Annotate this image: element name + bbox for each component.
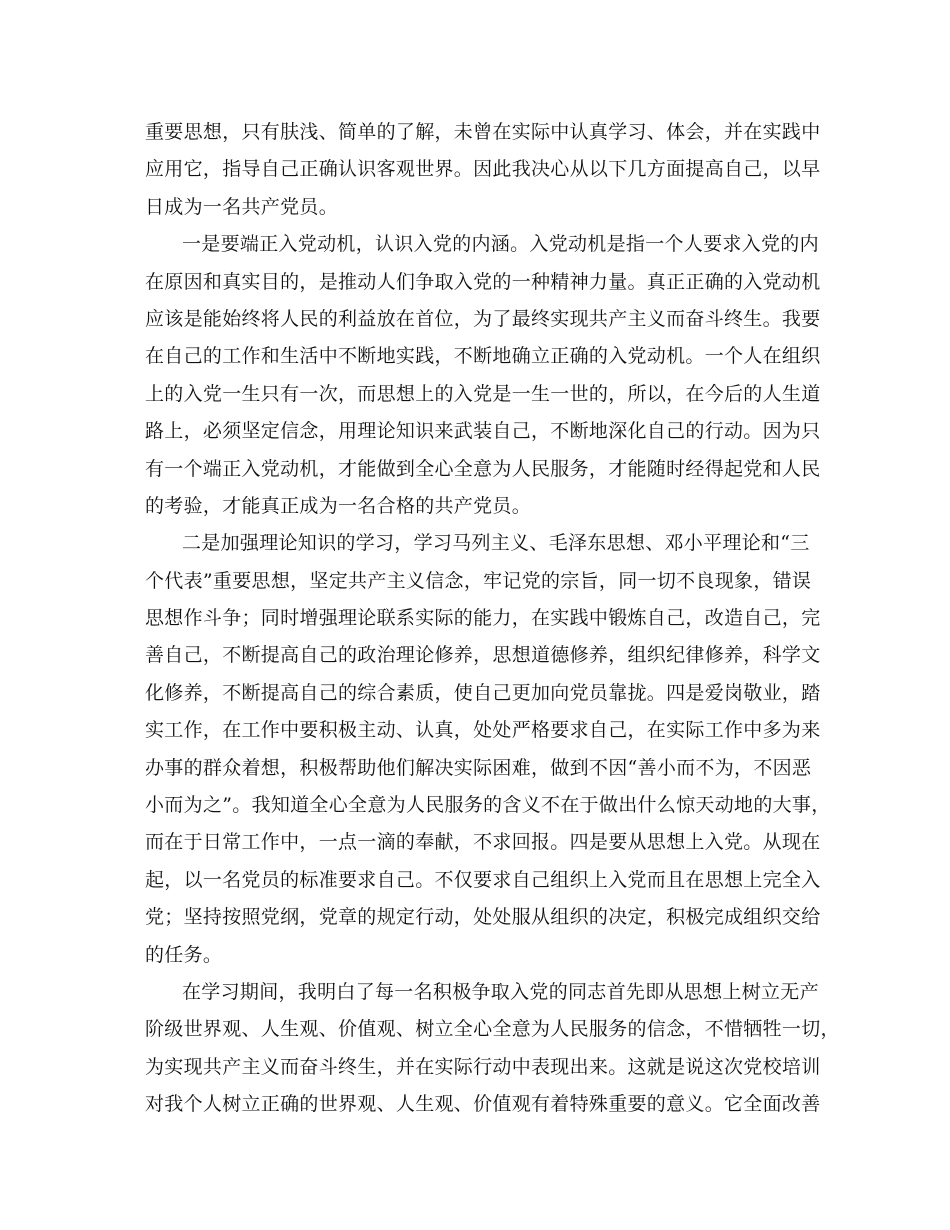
text-line: 化修养，不断提高自己的综合素质，使自己更加向党员靠拢。四是爱岗敬业，踏 bbox=[145, 681, 821, 704]
text-line: 在原因和真实目的，是推动人们争取入党的一种精神力量。真正正确的入党动机 bbox=[145, 270, 821, 293]
text-line: 实工作，在工作中要积极主动、认真，处处严格要求自己，在实际工作中多为来 bbox=[145, 719, 821, 742]
text-line: 起，以一名党员的标准要求自己。不仅要求自己组织上入党而且在思想上完全入 bbox=[145, 868, 821, 891]
text-line: 重要思想，只有肤浅、简单的了解，未曾在实际中认真学习、体会，并在实践中 bbox=[145, 121, 821, 143]
text-line: 阶级世界观、人生观、价值观、树立全心全意为人民服务的信念，不惜牺牲一切， bbox=[145, 1018, 840, 1041]
text-line: 有一个端正入党动机，才能做到全心全意为人民服务，才能随时经得起党和人民 bbox=[145, 457, 821, 480]
paragraph-start-line: 一是要端正入党动机，认识入党的内涵。入党动机是指一个人要求入党的内 bbox=[182, 233, 819, 256]
text-line: 应用它，指导自己正确认识客观世界。因此我决心从以下几方面提高自己，以早 bbox=[145, 158, 821, 181]
text-line: 为实现共产主义而奋斗终生，并在实际行动中表现出来。这就是说这次党校培训 bbox=[145, 1055, 821, 1078]
paragraph-start-line: 在学习期间，我明白了每一名积极争取入党的同志首先即从思想上树立无产 bbox=[182, 980, 819, 1003]
text-line: 小而为之”。我知道全心全意为人民服务的含义不在于做出什么惊天动地的大事， bbox=[145, 794, 831, 817]
text-line: 在自己的工作和生活中不断地实践，不断地确立正确的入党动机。一个人在组织 bbox=[145, 345, 821, 368]
text-line: 应该是能始终将人民的利益放在首位，为了最终实现共产主义而奋斗终生。我要 bbox=[145, 307, 821, 330]
paragraph-start-line: 二是加强理论知识的学习，学习马列主义、毛泽东思想、邓小平理论和“三 bbox=[182, 532, 810, 555]
text-line: 善自己，不断提高自己的政治理论修养，思想道德修养，组织纪律修养，科学文 bbox=[145, 644, 821, 667]
text-line: 的任务。 bbox=[145, 943, 223, 966]
text-line: 个代表”重要思想，坚定共产主义信念，牢记党的宗旨，同一切不良现象，错误 bbox=[145, 569, 812, 592]
document-body bbox=[145, 114, 840, 1124]
text-line: 路上，必须坚定信念，用理论知识来武装自己，不断地深化自己的行动。因为只 bbox=[145, 420, 821, 443]
text-line: 办事的群众着想，积极帮助他们解决实际困难，做到不因“善小而不为，不因恶 bbox=[145, 756, 812, 779]
text-line: 日成为一名共产党员。 bbox=[145, 195, 339, 218]
text-line: 的考验，才能真正成为一名合格的共产党员。 bbox=[145, 494, 532, 517]
text-line: 上的入党一生只有一次，而思想上的入党是一生一世的，所以，在今后的人生道 bbox=[145, 382, 821, 405]
text-line: 思想作斗争；同时增强理论联系实际的能力，在实践中锻炼自己，改造自己，完 bbox=[145, 607, 821, 630]
text-line: 对我个人树立正确的世界观、人生观、价值观有着特殊重要的意义。它全面改善 bbox=[145, 1093, 821, 1116]
text-line: 而在于日常工作中，一点一滴的奉献，不求回报。四是要从思想上入党。从现在 bbox=[145, 831, 821, 854]
text-line: 党；坚持按照党纲，党章的规定行动，处处服从组织的决定，积极完成组织交给 bbox=[145, 906, 821, 929]
